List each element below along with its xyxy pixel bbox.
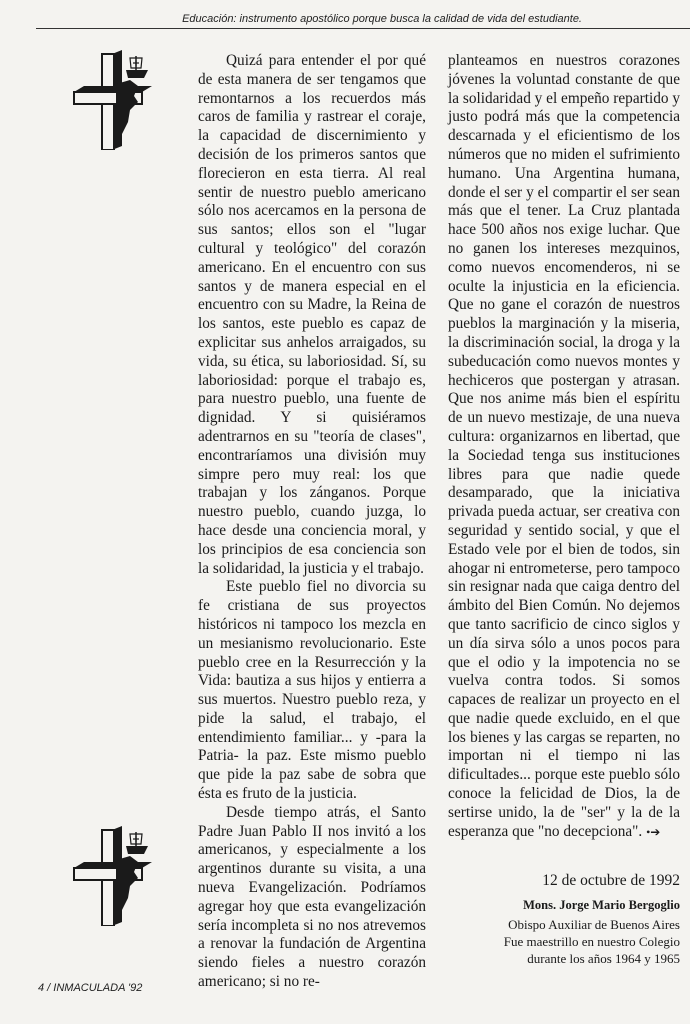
article-paragraph [448, 52, 680, 841]
cross-with-america-map-and-caravel-icon [72, 50, 156, 150]
header-rule [36, 28, 690, 29]
signature-block [448, 872, 680, 967]
cross-with-america-map-and-caravel-icon [72, 826, 156, 926]
signature-date: 12 de octubre de 1992 [542, 872, 680, 889]
page-folio: 4 / INMACULADA '92 [38, 982, 143, 994]
author-title: Obispo Auxiliar de Buenos Aires [508, 917, 680, 932]
article-paragraph: Quizá para entender el por qué de esta manera de ser tengamos que remontarnos a los recuerdos más caros de familia y rastrear el coraje, la capacidad de discernimiento y decisión de los primeros santos que florecieron en esta tierra. Al real sentir de nuestro pueblo americano sólo nos acercamos en la persona de sus santos; ellos son el "lugar cultural y teológico" del corazón americano. En el encuentro con sus santos y de manera especial en el encuentro con su Madre, la Reina de los santos, este pueblo es capaz de explicitar sus anhelos arraigados, su vida, su ética, su laboriosidad. Sí, su laboriosidad: porque el trabajo es, para nuestro pueblo, una fuente de dignidad. Y si quisiéramos adentrarnos en su "teoría de clases", encontraríamos una división muy simpre pero muy real: los que trabajan y los zánganos. Porque nuestro pueblo, cuando juzga, lo hace desde una conciencia moral, y los principios de esa conciencia son la solidaridad, la justicia y el trabajo. [198, 52, 426, 577]
article-right-column [448, 52, 680, 841]
author-name: Mons. Jorge Mario Bergoglio [523, 898, 680, 912]
running-title: Educación: instrumento apostólico porque busca la calidad de vida del estudiante. [182, 13, 582, 25]
author-note-line: durante los años 1964 y 1965 [527, 951, 680, 966]
article-paragraph: Este pueblo fiel no divorcia su fe cristiana de sus proyectos históricos ni tampoco los mezcla en un mesianismo revolucionario. Este pueblo cree en la Resurrección y la Vida: bautiza a sus hijos y entierra a sus muertos. Nuestro pueblo reza, y pide la salud, el trabajo, el entendimiento familiar... y -para la Patria- la paz. Este mismo pueblo que pide la paz sabe de sobra que ésta es fruto de la justicia. [198, 578, 426, 803]
end-of-article-mark: •➔ [646, 824, 661, 839]
article-paragraph-text: planteamos en nuestros corazones jóvenes la voluntad constante de que la solidaridad y el empeño repartido y justo podrá más que la competencia descarnada y el eficientismo de los números que no miden el sufrimiento humano. Una Argentina humana, donde el ser y el compartir el ser sean más que el tener. La Cruz plantada hace 500 años nos exige luchar. Que no ganen los intereses mezquinos, como nuevos encomenderos, ni se oculte la injusticia en la eficiencia. Que no gane el corazón de nuestros pueblos la marginación y la miseria, la discriminación social, la droga y la subeducación como nuevos montes y hechiceros que postergan y atrasan. Que nos anime más bien el espíritu de un nuevo mestizaje, de una nueva cultura: organizarnos en libertad, que la Sociedad tenga sus instituciones libres para que nadie quede desamparado, que la iniciativa privada pueda actuar, ser creativa con seguridad y sentido social, y que el Estado vele por el bien de todos, sin ahogar ni entrometerse, pero tampoco sin resignar nada que caiga dentro del ámbito del Bien Común. No dejemos que tanto sacrificio de cinco siglos y un día sirva sólo a unos pocos para que el odio y la impotencia no se vuelva contra todos. Si somos capaces de realizar un proyecto en el que nadie quede excluido, en el que los bienes y las cargas se reparten, no importan ni el tiempo ni las dificultades... porque este pueblo sólo conoce la felicidad de Dios, la de sertirse unido, la de "ser" y la de la esperanza que "no decepciona". [448, 52, 680, 840]
article-left-column [198, 52, 426, 992]
page-header [0, 0, 690, 30]
article-paragraph: Desde tiempo atrás, el Santo Padre Juan Pablo II nos invitó a los americanos, y especialmente a los argentinos durante su visita, a una nueva Evangelización. Podríamos agregar hoy que esta evangelización sería incompleta si no nos atrevemos a renovar la fundación de Argentina siendo fieles a nuestro corazón americano; si no re- [198, 803, 426, 991]
author-note-line: Fue maestrillo en nuestro Colegio [503, 934, 680, 949]
